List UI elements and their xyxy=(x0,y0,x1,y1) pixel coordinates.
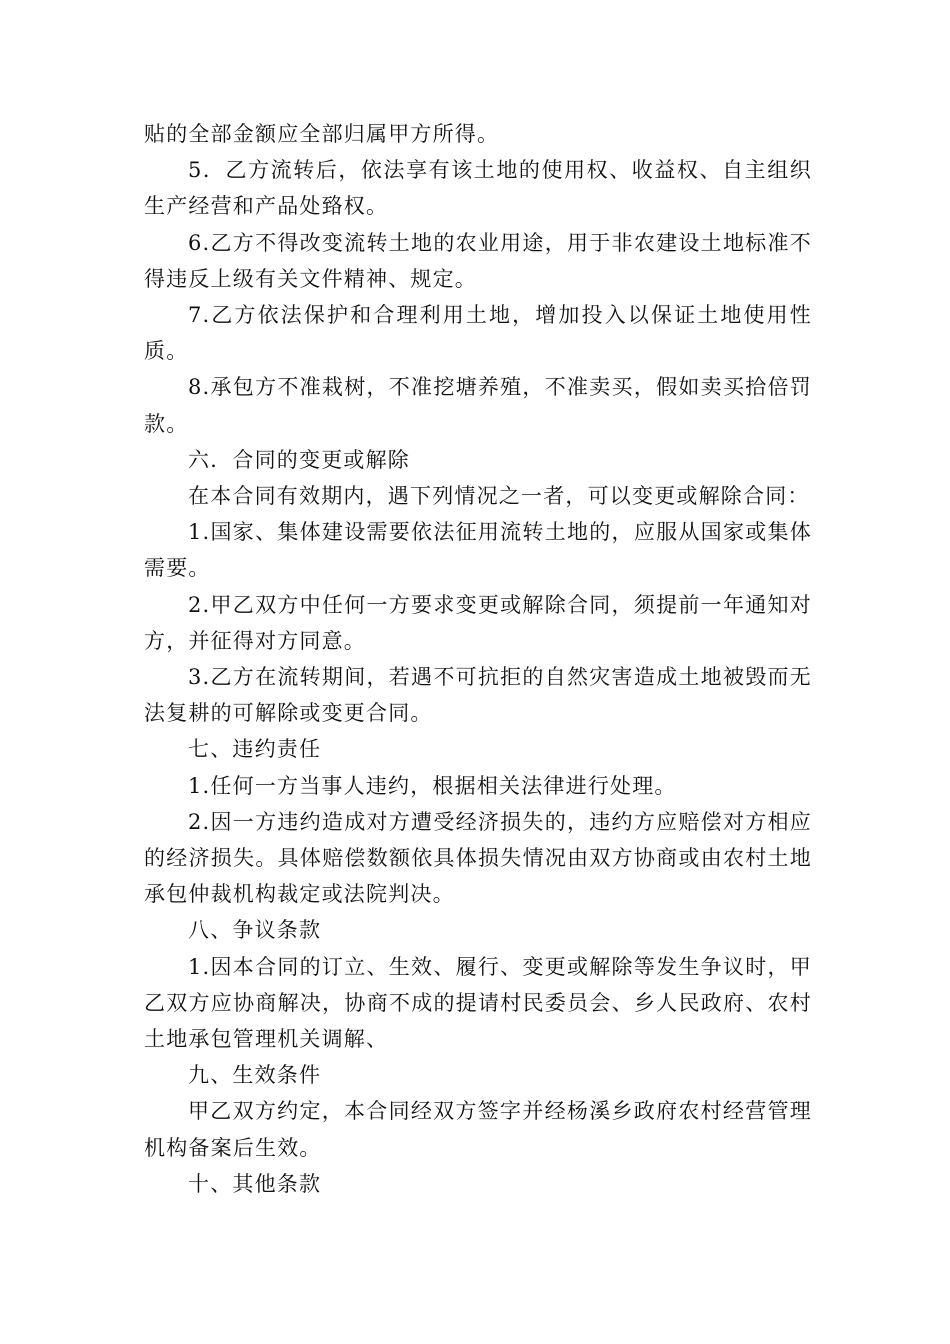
paragraph: 6.乙方不得改变流转土地的农业用途，用于非农建设土地标准不得违反上级有关文件精神、规定。 xyxy=(144,230,812,291)
section-heading: 六．合同的变更或解除 xyxy=(188,447,410,472)
paragraph: 1.因本合同的订立、生效、履行、变更或解除等发生争议时，甲乙双方应协商解决，协商不成的提请村民委员会、乡人民政府、农村土地承包管理机关调解、 xyxy=(144,954,812,1052)
paragraph: 3.乙方在流转期间，若遇不可抗拒的自然灾害造成土地被毁而无法复耕的可解除或变更合同。 xyxy=(144,665,812,726)
paragraph: 1.任何一方当事人违约，根据相关法律进行处理。 xyxy=(188,773,677,798)
section-heading: 九、生效条件 xyxy=(188,1063,322,1088)
section-heading: 十、其他条款 xyxy=(188,1171,322,1196)
paragraph: 甲乙双方约定，本合同经双方签字并经杨溪乡政府农村经营管理机构备案后生效。 xyxy=(144,1099,812,1160)
paragraph: 8.承包方不准栽树，不准挖塘养殖，不准卖买，假如卖买拾倍罚款。 xyxy=(144,375,812,436)
paragraph: 7.乙方依法保护和合理利用土地，增加投入以保证土地使用性质。 xyxy=(144,303,812,364)
paragraph: 5．乙方流转后，依法享有该土地的使用权、收益权、自主组织生产经营和产品处臵权。 xyxy=(144,158,812,219)
section-heading: 七、违约责任 xyxy=(188,737,322,762)
paragraph: 2.因一方违约造成对方遭受经济损失的，违约方应赔偿对方相应的经济损失。具体赔偿数额依具体损失情况由双方协商或由农村土地承包仲裁机构裁定或法院判决。 xyxy=(144,809,812,907)
section-heading: 八、争议条款 xyxy=(188,918,322,943)
paragraph: 1.国家、集体建设需要依法征用流转土地的，应服从国家或集体需要。 xyxy=(144,520,812,581)
paragraph: 贴的全部金额应全部归属甲方所得。 xyxy=(144,122,500,146)
document-body xyxy=(144,116,812,1202)
paragraph: 2.甲乙双方中任何一方要求变更或解除合同，须提前一年通知对方，并征得对方同意。 xyxy=(144,592,812,653)
paragraph: 在本合同有效期内，遇下列情况之一者，可以变更或解除合同： xyxy=(188,484,810,509)
